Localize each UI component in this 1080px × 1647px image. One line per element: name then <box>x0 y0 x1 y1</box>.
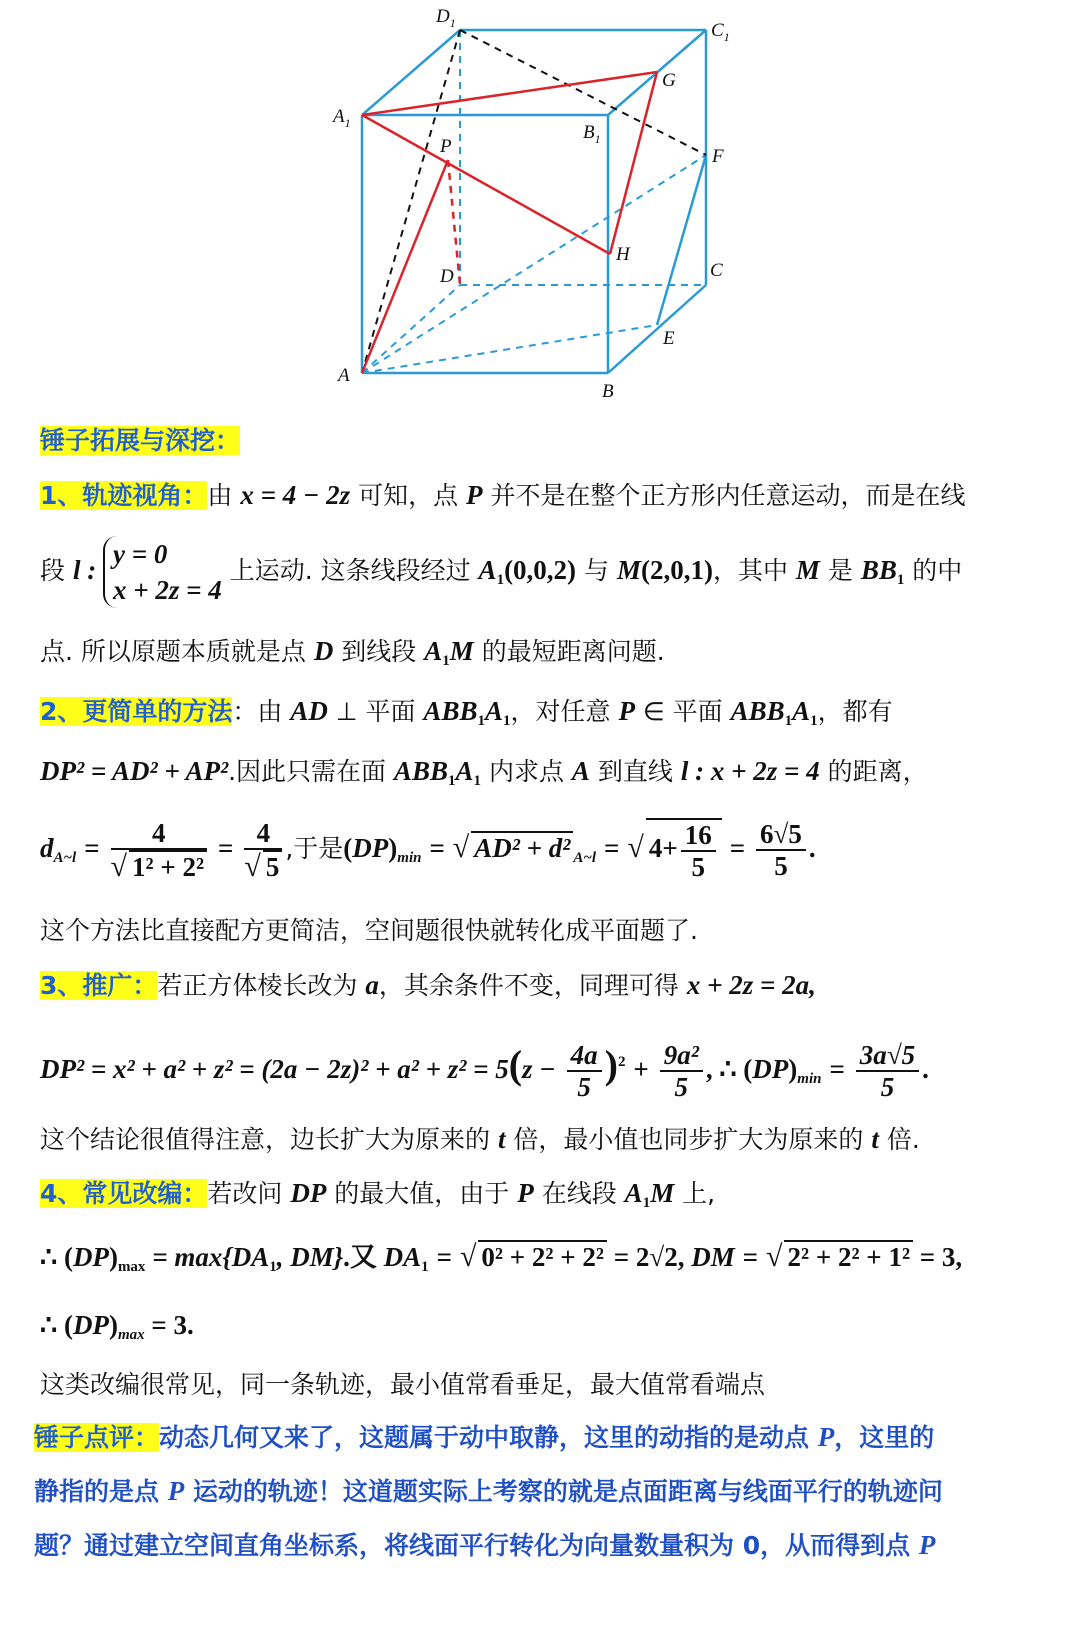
review-heading: 锤子点评： <box>34 1423 160 1452</box>
s3-heading: 3、推广： <box>40 971 158 1000</box>
s4-note: 这类改编很常见，同一条轨迹，最小值常看垂足，最大值常看端点 <box>40 1370 766 1399</box>
label-H: H <box>616 244 630 265</box>
label-E: E <box>663 328 675 349</box>
label-C1: $C_1$ <box>711 20 730 44</box>
s4-line3: ∴ $(DP)_{max} = 3$. <box>40 1310 194 1343</box>
label-C: C <box>710 260 723 281</box>
heading-expand: 锤子拓展与深挖： <box>40 426 241 455</box>
label-B: B <box>602 381 614 402</box>
s1-heading: 1、轨迹视角： <box>40 481 208 510</box>
label-P: P <box>440 136 452 157</box>
s2-note: 这个方法比直接配方更简洁，空间题很快就转化成平面题了. <box>40 916 698 945</box>
s2-heading: 2、更简单的方法 <box>40 697 233 726</box>
s1-line3: 点. 所以原题本质就是点 D 到线段 $A_1M$ 的最短距离问题. <box>40 636 665 669</box>
section-heading <box>40 424 240 458</box>
review-line1: 锤子点评：动态几何又来了，这题属于动中取静，这里的动指的是动点 P，这里的 <box>34 1422 935 1452</box>
s4-line2: ∴ $(DP)_{max} = \max\{DA_1$, DM}.又 $DA_1$ = √ 0² + 2² + 2² = 2√2, DM = √ 2² + 2² + 1² = 3, <box>40 1240 963 1275</box>
label-F: F <box>712 146 724 167</box>
cube-figure <box>0 0 1080 420</box>
fraction-result: $\frac{6√5}{5}$ <box>756 819 806 881</box>
s2-line3: $d_{A\sim l}$ = $\frac{4}{\text{√ 1² + 2²}}$ = $\frac{4}{√ 5}$ ,于是$(DP)_{min}$ = √ AD² + d² $_{A\sim l}$ = √ 4+ $\frac{16}{5}$ = $\frac{6√5}{5}$ . <box>40 818 816 883</box>
s3-line1: 3、推广：若正方体棱长改为 a，其余条件不变，同理可得 x + 2z = 2a, <box>40 970 816 1000</box>
label-G: G <box>662 70 676 91</box>
label-B1: $B_1$ <box>583 122 601 146</box>
label-A: A <box>338 365 350 386</box>
label-D1: $D_1$ <box>436 6 456 30</box>
red-lines <box>362 72 657 373</box>
s4-line1: 4、常见改编：若改问 DP 的最大值，由于 P 在线段 $A_1M$ 上, <box>40 1178 716 1211</box>
s1-line2: 段 l : y = 0 x + 2z = 4 上运动. 这条线段经过 $A_1(0,0,2)$ 与 M(2,0,1)，其中 M 是 $BB_1$ 的中 <box>40 536 962 608</box>
fraction-4-over-sqrt5a: $\frac{4}{\text{√ 1² + 2²}}$ <box>111 818 208 882</box>
s3-note: 这个结论很值得注意，边长扩大为原来的 t 倍，最小值也同步扩大为原来的 t 倍. <box>40 1124 920 1154</box>
review-line3: 题？通过建立空间直角坐标系，将线面平行转化为向量数量积为 0，从而得到点 P <box>34 1530 936 1560</box>
review-line2: 静指的是点 P 运动的轨迹！这道题实际上考察的就是点面距离与线面平行的轨迹问 <box>34 1476 943 1506</box>
equation-system: y = 0 x + 2z = 4 <box>103 536 222 608</box>
s3-line2: DP² = x² + a² + z² = (2a − 2z)² + a² + z² = 5(z − $\frac{4a}{5}$ )$^2$ + $\frac{\text{9a²}}{5}$ , ∴ $(DP)_{min}$ = $\frac{3a√5}{5}$ . <box>40 1040 929 1102</box>
s2-line1: 2、更简单的方法：由 AD ⊥ 平面 $ABB_1A_1$，对任意 P ∈ 平面 $ABB_1A_1$，都有 <box>40 696 893 729</box>
fraction-4-over-sqrt5b: $\frac{4}{√ 5}$ <box>244 818 282 882</box>
label-D: D <box>440 266 454 287</box>
label-A1: $A_1$ <box>333 106 351 130</box>
s2-line2: DP² = AD² + AP².因此只需在面 $ABB_1A_1$ 内求点 A 到直线 l : x + 2z = 4 的距离， <box>40 756 928 789</box>
s1-line1: 1、轨迹视角：由 x = 4 − 2z 可知，点 P 并不是在整个正方形内任意运动，而是在线 <box>40 480 966 510</box>
s4-heading: 4、常见改编： <box>40 1179 208 1208</box>
